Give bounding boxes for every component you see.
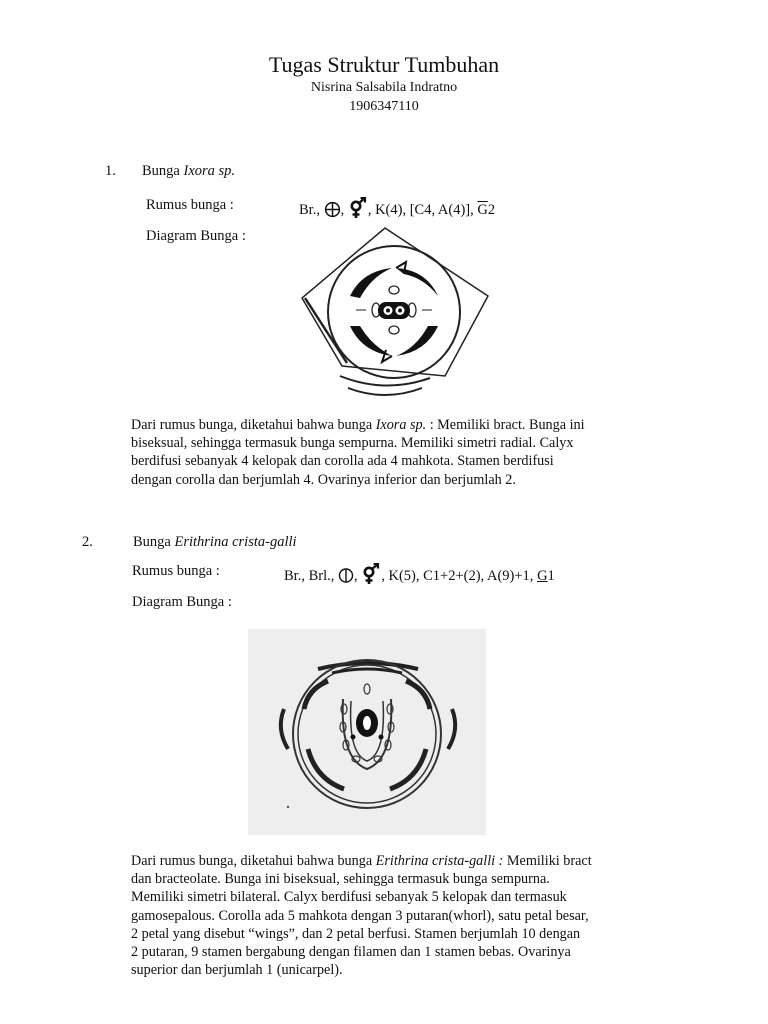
author-name: Nisrina Salsabila Indratno <box>310 80 458 95</box>
item2-para-line: gamosepalous. Corolla ada 5 mahkota dengan 3 putaran(whorl), satu petal besar, <box>131 907 589 924</box>
item1-heading <box>142 163 235 180</box>
item1-para-italic: Ixora sp. <box>375 417 427 433</box>
item1-formula-lead: Br., <box>299 202 320 218</box>
item2-species: Erithrina crista-galli <box>174 534 297 550</box>
item2-number: 2. <box>82 534 93 550</box>
item2-formula-rest: K(5), C1+2+(2), A(9)+1, <box>384 568 538 584</box>
item1-formula-sep1: , <box>340 202 345 218</box>
item1-species: Ixora sp. <box>183 163 236 179</box>
item2-para-line: Memiliki simetri bilateral. Calyx berdifusi sebanyak 5 kelopak dan termasuk <box>131 889 567 906</box>
item2-description <box>131 852 671 979</box>
item2-formula-lead: Br., Brl., <box>284 568 335 584</box>
item2-diagram-label: Diagram Bunga : <box>132 594 232 610</box>
zygomorphic-symbol-icon <box>338 567 354 584</box>
item1-para-text: Dari rumus bunga, diketahui bahwa bunga <box>131 417 376 433</box>
item1-description <box>131 416 671 489</box>
document-title: Tugas Struktur Tumbuhan <box>268 52 500 77</box>
item1-para-line: berdifusi sebanyak 4 kelopak dan corolla ada 4 mahkota. Stamen berdifusi <box>131 453 554 470</box>
item2-para-line: 2 putaran, 9 stamen bergabung dengan filamen dan 1 stamen bebas. Ovarinya <box>131 944 571 961</box>
item2-para-line <box>131 852 671 870</box>
student-id: 1906347110 <box>349 99 419 114</box>
item1-formula-rest: K(4), [C4, A(4)], <box>371 202 478 218</box>
item2-para-text: Dari rumus bunga, diketahui bahwa bunga <box>131 853 376 869</box>
item2-ovary-letter: G <box>537 568 548 584</box>
item2-para-line: dan bracteolate. Bunga ini biseksual, sehingga termasuk bunga sempurna. <box>131 871 550 888</box>
item2-heading-prefix: Bunga <box>133 534 175 550</box>
erythrina-diagram-frame <box>248 629 486 835</box>
item2-para-line: superior dan berjumlah 1 (unicarpel). <box>131 962 343 979</box>
item1-heading-prefix: Bunga <box>142 163 184 179</box>
item2-para-italic: Erithrina crista-galli : <box>375 853 504 869</box>
item1-formula-label: Rumus bunga : <box>146 197 234 213</box>
bisexual-symbol-icon <box>348 197 368 219</box>
item1-ovary-letter: $\overline{G}$ <box>477 202 488 218</box>
item1-para-line: dengan corolla dan berjumlah 4. Ovarinya inferior dan berjumlah 2. <box>131 471 516 488</box>
item1-ovary-count: 2 <box>487 202 496 218</box>
item2-formula-label: Rumus bunga : <box>132 563 220 579</box>
item2-para-line: 2 petal yang disebut “wings”, dan 2 petal berfusi. Stamen berjumlah 10 dengan <box>131 925 581 942</box>
actinomorphic-symbol-icon <box>324 201 341 218</box>
item1-para-line: biseksual, sehingga termasuk bunga sempurna. Memiliki simetri radial. Calyx <box>131 435 574 452</box>
item2-ovary-count: 1 <box>547 568 555 584</box>
item1-number: 1. <box>105 163 116 179</box>
item2-formula-sep2: , <box>381 568 385 584</box>
item2-formula-sep1: , <box>353 568 358 584</box>
item2-heading <box>133 534 297 551</box>
item1-para-line <box>131 416 671 434</box>
item1-diagram-label: Diagram Bunga : <box>146 228 246 244</box>
item1-para-text: : Memiliki bract. Bunga ini <box>426 417 585 433</box>
item2-para-text: Memiliki bract <box>503 853 592 869</box>
item1-formula <box>299 197 495 219</box>
ixora-floral-diagram <box>300 226 490 402</box>
item1-formula-sep2: , <box>367 202 372 218</box>
erythrina-floral-diagram <box>248 629 486 835</box>
bisexual-symbol-icon <box>361 563 381 585</box>
item2-formula <box>284 563 555 585</box>
